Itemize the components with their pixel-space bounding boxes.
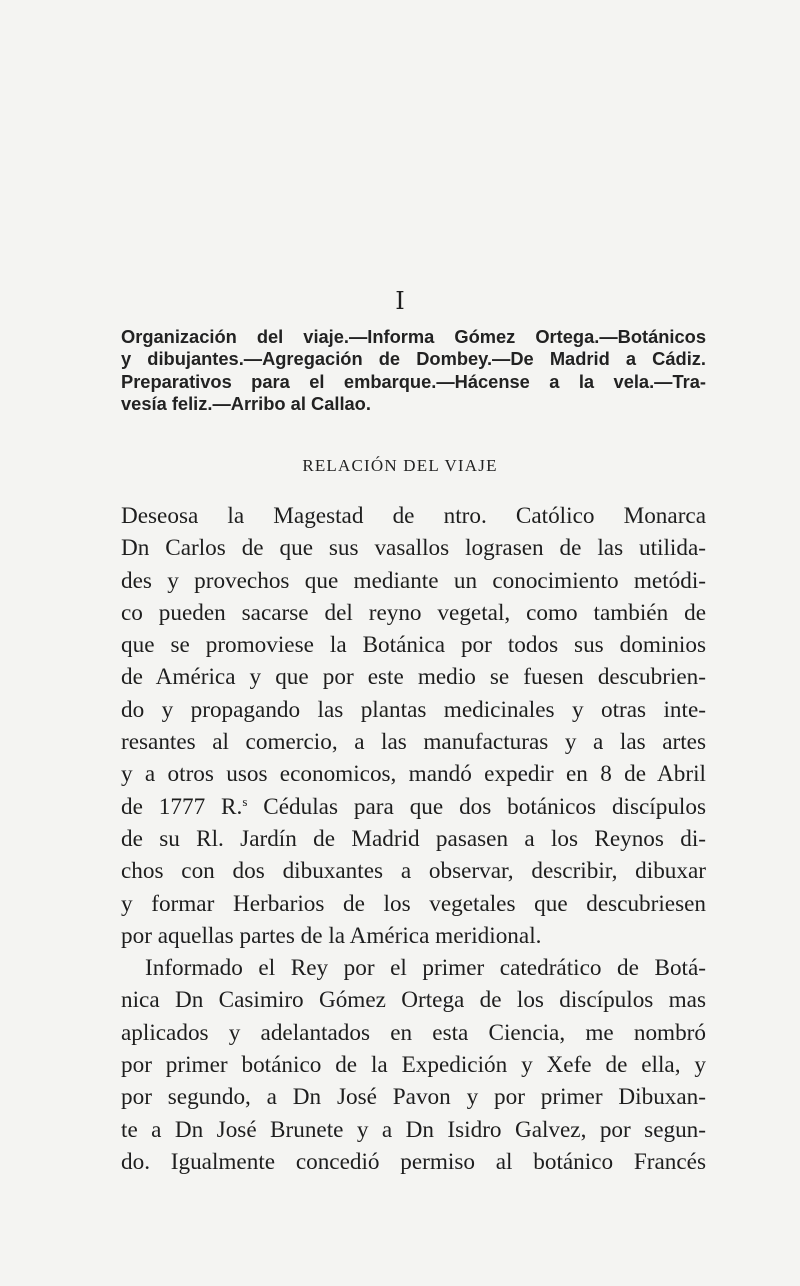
body-line: y formar Herbarios de los vegetales que descubriesen	[121, 890, 706, 917]
body-line: de su Rl. Jardín de Madrid pasasen a los Reynos di-	[121, 825, 706, 852]
body-line: por primer botánico de la Expedición y Xefe de ella, y	[121, 1052, 706, 1079]
body-line: nica Dn Casimiro Gómez Ortega de los discípulos mas	[121, 987, 706, 1014]
summary-line: y dibujantes.—Agregación de Dombey.—De Madrid a Cádiz.	[121, 348, 706, 370]
body-line: resantes al comercio, a las manufacturas y a las artes	[121, 729, 706, 756]
body-line: Deseosa la Magestad de ntro. Católico Monarca	[121, 503, 706, 529]
body-line: Informado el Rey por el primer catedrático de Botá-	[145, 955, 706, 982]
body-line-text: de 1777 R.	[121, 793, 243, 820]
body-line: des y provechos que mediante un conocimiento metódi-	[121, 567, 706, 594]
body-line: por segundo, a Dn José Pavon y por primer Dibuxan-	[121, 1084, 706, 1111]
body-line: por aquellas partes de la América meridional.	[121, 922, 542, 949]
body-line: de América y que por este medio se fuesen descubrien-	[121, 664, 706, 691]
body-line: Dn Carlos de que sus vasallos lograsen de las utilida-	[121, 535, 706, 562]
summary-line: Preparativos para el embarque.—Hácense a la vela.—Tra-	[121, 370, 706, 392]
body-line: do y propagando las plantas medicinales y otras inte-	[121, 696, 706, 723]
summary-line: Organización del viaje.—Informa Gómez Ortega.—Botánicos	[121, 326, 706, 347]
section-heading: RELACIÓN DEL VIAJE	[302, 456, 498, 475]
body-line: do. Igualmente concedió permiso al botánico Francés	[121, 1148, 706, 1175]
chapter-number: I	[395, 287, 405, 315]
body-line: chos con dos dibuxantes a observar, describir, dibuxar	[121, 858, 706, 885]
body-line: aplicados y adelantados en esta Ciencia, me nombró	[121, 1019, 706, 1046]
superscript: s	[242, 793, 248, 809]
body-text	[121, 500, 706, 1178]
body-line-text: Cédulas para que dos botánicos discípulos	[247, 793, 706, 820]
body-line: y a otros usos economicos, mandó expedir en 8 de Abril	[121, 761, 706, 788]
body-line	[121, 791, 706, 823]
chapter-summary	[121, 326, 706, 415]
summary-line: vesía feliz.—Arribo al Callao.	[121, 392, 371, 414]
body-line: te a Dn José Brunete y a Dn Isidro Galvez, por segun-	[121, 1116, 706, 1143]
body-line: que se promoviese la Botánica por todos sus dominios	[121, 632, 706, 659]
body-line: co pueden sacarse del reyno vegetal, como también de	[121, 599, 706, 626]
